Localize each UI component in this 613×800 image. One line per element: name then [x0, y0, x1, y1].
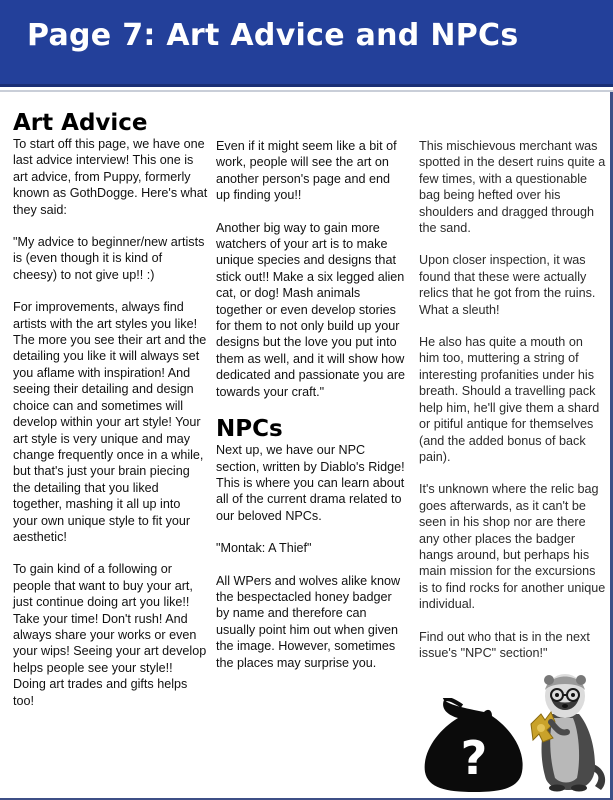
art-advice-paragraph: Even if it might seem like a bit of work, people will see the art on another person's page and end up finding you!! — [216, 139, 397, 203]
column-3 — [419, 138, 606, 677]
npcs-paragraph: He also has quite a mouth on him too, muttering a string of interesting profanities under his breath. Should a travelling pack help him, he'll give them a shard or pitiful antique for themselves (and the added bonus of back pain). — [419, 335, 600, 464]
art-advice-paragraph: To start off this page, we have one last advice interview! This one is art advice, from Puppy, formerly known as GothDogge. Here's what they said: — [13, 137, 208, 217]
column-2 — [216, 138, 406, 687]
mystery-bag-icon — [422, 698, 528, 792]
npcs-paragraph: Upon closer inspection, it was found that these were actually relics that he got from the ruins. What a sleuth! — [419, 253, 596, 317]
column-1 — [13, 110, 208, 725]
npcs-paragraph: "Montak: A Thief" — [216, 541, 312, 556]
art-advice-paragraph: To gain kind of a following or people that want to buy your art, just continue doing art you like!! Take your time! Don't rush! And always share your works or even your wips! Seeing your art develop helps people see your style!! Doing art trades and gifts helps too! — [13, 562, 207, 708]
npcs-paragraph: This mischievous merchant was spotted in the desert ruins quite a few times, with a questionable bag being hefted over his shoulders and dragged through the sand. — [419, 139, 606, 236]
art-advice-paragraph: "My advice to beginner/new artists is (even though it is kind of cheesy) to not give up!! :) — [13, 235, 205, 282]
page-header — [0, 0, 613, 87]
npcs-paragraph: All WPers and wolves alike know the bespectacled honey badger by name and therefore can usually point him out when given the image. However, sometimes the places may surprise you. — [216, 573, 401, 670]
art-advice-paragraph: For improvements, always find artists with the art styles you like! The more you see their art and the detailing you like it will always set you aflame with inspiration! And seeing their detailing and design choice can and sometimes will develop within your art style! Your art style is very unique and may change frequently once in a while, but that's just your brain piecing the detailing that you liked together, mashing it all up into your own unique style to fit your aesthetic! — [13, 300, 207, 544]
page-title: Page 7: Art Advice and NPCs — [27, 18, 519, 53]
art-advice-paragraph: Another big way to gain more watchers of your art is to make unique species and designs that stick out!! Make a six legged alien cat, or dog! Mash animals together or even develop stories for them to not only build up your designs but the love you put into them as well, and it will show how dedicated and passionate you are towards your craft." — [216, 220, 406, 399]
art-advice-heading: Art Advice — [13, 110, 148, 136]
honey-badger-icon — [527, 668, 609, 792]
npcs-paragraph: It's unknown where the relic bag goes afterwards, as it can't be seen in his shop nor are there any other places the badger hangs around, but perhaps his main mission for the excursions is to find rocks for another unique individual. — [419, 482, 606, 612]
npcs-heading: NPCs — [216, 416, 283, 443]
header-divider — [0, 90, 613, 92]
npcs-paragraph: Find out who that is in the next issue's "NPC" section!" — [419, 629, 590, 660]
npcs-paragraph: Next up, we have our NPC section, written by Diablo's Ridge! This is where you can learn about all of the current drama related to our beloved NPCs. — [216, 443, 405, 523]
bag-question-mark: ? — [460, 731, 488, 785]
